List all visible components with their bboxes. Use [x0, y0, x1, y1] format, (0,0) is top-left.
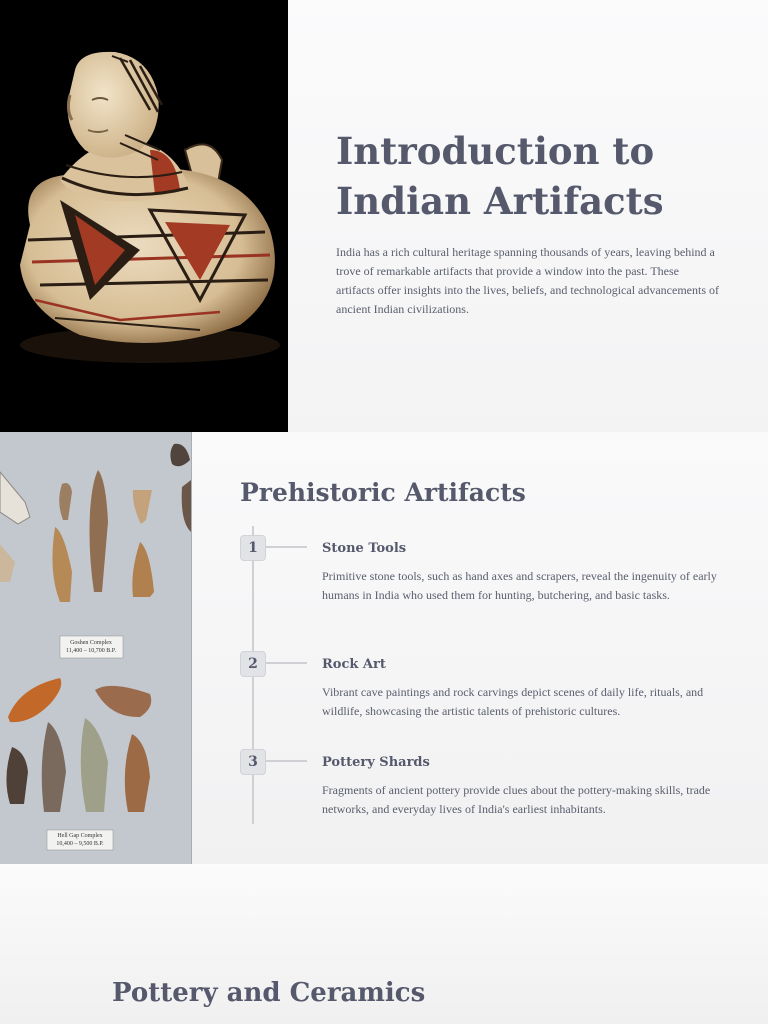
timeline-number-badge: 2 [240, 651, 266, 677]
intro-title-line2: Indian Artifacts [336, 179, 664, 223]
timeline-item-description: Primitive stone tools, such as hand axes and scrapers, reveal the ingenuity of early humans in India who used them for hunting, butchering, and basic tasks. [322, 569, 717, 602]
timeline-item-title: Rock Art [322, 657, 386, 672]
effigy-pot-image [0, 0, 288, 432]
pottery-title: Pottery and Ceramics [112, 978, 426, 1008]
points-label-1-line2: 11,400 – 10,700 B.P. [66, 648, 116, 654]
timeline-item-description: Vibrant cave paintings and rock carvings depict scenes of daily life, rituals, and wildlife, showcasing the artistic talents of prehistoric cultures. [322, 685, 704, 718]
timeline-connector [266, 546, 307, 548]
prehistoric-title: Prehistoric Artifacts [240, 478, 526, 507]
points-label-2-line1: Hell Gap Complex [57, 833, 103, 839]
intro-title [336, 126, 736, 226]
points-label-2-line2: 10,400 – 9,500 B.P. [56, 841, 104, 847]
intro-body: India has a rich cultural heritage spanning thousands of years, leaving behind a trove of remarkable artifacts that provide a window into the past. These artifacts offer insights into the lives, beliefs, and technological advancements of ancient Indian civilizations. [336, 245, 719, 316]
timeline-item-description: Fragments of ancient pottery provide clues about the pottery-making skills, trade networks, and everyday lives of India's earliest inhabitants. [322, 783, 711, 816]
timeline-number-badge: 3 [240, 749, 266, 775]
timeline-item-title: Stone Tools [322, 541, 407, 556]
timeline-number-badge: 1 [240, 535, 266, 561]
timeline-item-title: Pottery Shards [322, 755, 430, 770]
projectile-points-image [0, 432, 192, 864]
intro-title-line1: Introduction to [336, 129, 655, 173]
points-label-1-line1: Goshen Complex [70, 640, 112, 646]
timeline-connector [266, 662, 307, 664]
timeline-connector [266, 760, 307, 762]
slide-introduction [0, 0, 768, 432]
